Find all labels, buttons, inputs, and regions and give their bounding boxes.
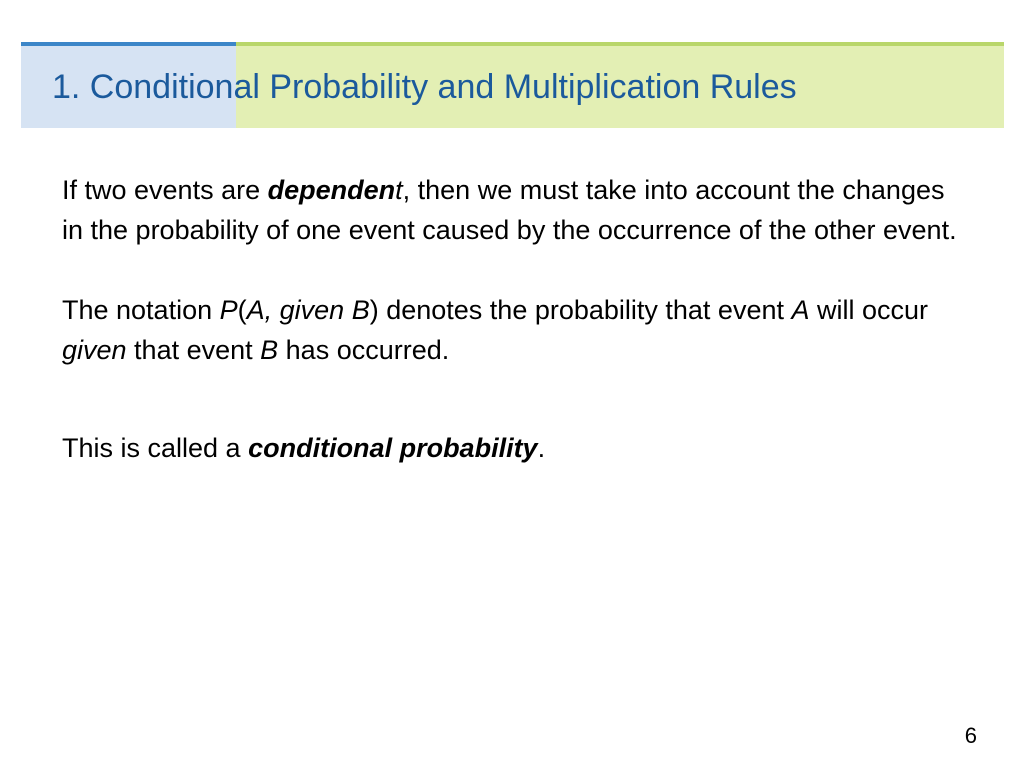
paragraph3-text-2: .	[537, 433, 546, 463]
paragraph-dependent-events	[62, 170, 972, 250]
title-accent-line-green	[236, 42, 1004, 46]
paragraph1-text-1: If two events are	[62, 175, 268, 205]
slide-title: 1. Conditional Probability and Multiplication Rules	[52, 68, 797, 106]
paragraph2-text-1: The notation	[62, 295, 220, 325]
slide-content	[62, 170, 972, 468]
term-dependent-suffix: t	[395, 175, 403, 205]
term-conditional-probability: conditional probability	[248, 433, 538, 463]
event-a: A	[791, 295, 810, 325]
word-given: given	[62, 335, 127, 365]
paragraph3-text-1: This is called a	[62, 433, 249, 463]
event-b: B	[260, 335, 279, 365]
paragraph1-text-2: , then we must take into account the changes in the probability of one event caused by the occurrence of the other event.	[62, 175, 957, 245]
paragraph2-text-2: ) denotes the probability that event	[369, 295, 792, 325]
paragraph2-text-4: that event	[126, 335, 261, 365]
title-accent-line-blue	[21, 42, 236, 46]
notation-a-given-b: A, given B	[246, 295, 370, 325]
page-number: 6	[964, 723, 977, 748]
paragraph-conditional-probability	[62, 428, 972, 468]
paragraph2-text-5: has occurred.	[278, 335, 450, 365]
paragraph-notation	[62, 290, 972, 370]
notation-p: P	[219, 295, 238, 325]
notation-open-paren: (	[237, 295, 247, 325]
term-dependent: dependen	[267, 175, 396, 205]
paragraph2-text-3: will occur	[809, 295, 929, 325]
